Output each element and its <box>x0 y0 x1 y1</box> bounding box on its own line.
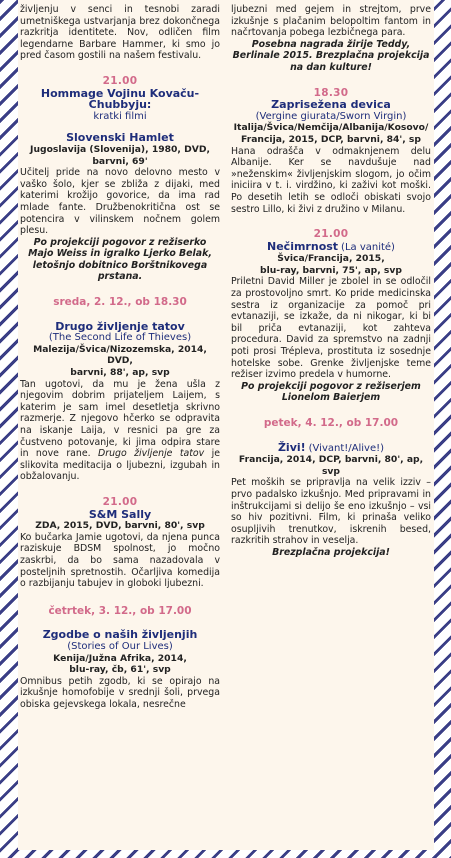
screening-time: 21.00 <box>102 74 138 87</box>
film-meta: Jugoslavija (Slovenija), 1980, DVD, <box>30 143 210 155</box>
film-original-title: (Stories of Our Lives) <box>67 640 173 652</box>
program-title: Hommage Vojinu Kovaču-Chubbyju: <box>40 86 200 112</box>
film-meta: barvni, 88', ap, svp <box>70 367 170 379</box>
day-heading: petek, 4. 12., ob 17.00 <box>263 417 399 429</box>
day-heading: sreda, 2. 12., ob 18.30 <box>53 296 187 309</box>
film-title: Slovenski Hamlet <box>66 131 174 145</box>
film-title: Zgodbe o naših življenjih <box>42 628 198 642</box>
film-meta: ZDA, 2015, DVD, barvni, 80', svp <box>35 520 205 532</box>
film-meta: barvni, 69' <box>92 155 148 167</box>
film-meta: Švica/Francija, 2015, <box>277 253 385 265</box>
film-description: Pet moških se pripravlja na velik izziv – prvo padalsko izkušnjo. Med pripravami in inštrukcijami si delijo še eno izkušnjo – vsi so hiv pozitivni. Film, ki prinaša veliko osupljivih trenutkov, iskrenih besed, razkritih strahov in veselja. <box>231 477 431 547</box>
screening-time: 21.00 <box>313 228 349 241</box>
film-description: Hana odrašča v odmaknjenem delu Albanije. Ker se navdušuje nad »neženskim« življenjskim slogom, jo očim iniciira v t. i. virdžino, ki zaživi kot moški. Po desetih letih se odloči obiskati svojo sestro Lillo, ki živi z družino v Milanu. <box>231 145 431 215</box>
film-meta: Malezija/Švica/Nizozemska, 2014, DVD, <box>33 343 207 367</box>
film-description: Ko bučarka Jamie ugotovi, da njena punca raziskuje BDSM spolnost, jo močno zaskrbi, da bo sama nazadovala v posteljnih spretnostih. Očarljiva komedija o razbijanju tabujev in globoki ljubezni. <box>20 531 220 590</box>
film-description-italic: Drugo življenje tatov <box>98 448 205 460</box>
screening-time: 21.00 <box>102 495 138 508</box>
film-title: Živi! <box>277 440 306 454</box>
film-original-title: (Vivant!/Alive!) <box>308 442 385 454</box>
intro-text: ljubezni med gejem in strejtom, prve izkušnje s plačanim belopoltim fantom in načrtovanja pobega lezbičnega para. <box>231 4 431 39</box>
film-note: Po projekciji pogovor z režiserjem Lionelom Baierjem <box>241 380 421 404</box>
film-meta: blu-ray, čb, 61', svp <box>69 664 171 676</box>
film-meta: Kenija/Južna Afrika, 2014, <box>53 652 187 664</box>
right-column <box>231 0 431 559</box>
film-meta: Francija, 2015, DCP, barvni, 84', sp <box>241 133 421 145</box>
film-title: S&M Sally <box>88 507 152 521</box>
program-subtitle: kratki filmi <box>93 110 147 122</box>
film-meta: Francija, 2014, DCP, barvni, 80', ap, svp <box>238 454 424 477</box>
film-original-title: (The Second Life of Thieves) <box>48 332 192 344</box>
day-heading: četrtek, 3. 12., ob 17.00 <box>48 604 192 617</box>
left-column <box>20 0 220 710</box>
film-description-text: je slikovita meditacija o ljubezni, izgubah in obžalovanju. <box>20 448 220 483</box>
intro-text: življenju v senci in tesnobi zaradi umetniškega ustvarjanja brez dokončnega razkritja identitete. Nov, odličen film legendarne Barbare Hammer, ki smo jo pred časom gostili na našem festivalu. <box>20 4 220 62</box>
film-meta: Italija/Švica/Nemčija/Albanija/Kosovo/ <box>233 122 429 134</box>
film-title: Zaprisežena devica <box>271 98 391 112</box>
film-description <box>20 379 220 483</box>
film-title: Nečimrnost <box>267 239 339 253</box>
film-description-text: Tan ugotovi, da mu je žena ušla z njegovim dobrim prijateljem Laijem, s katerim je sam imel desetletja skrivno razmerje. Z njegovo hčerko se odpravita na iskanje Laija, v resnici pa gre za čustveno potovanje, ki jima odpira stare in nove rane. <box>20 378 220 460</box>
award-note: Posebna nagrada žirije Teddy, Berlinale 2015. Brezplačna projekcija na dan kulture! <box>232 38 430 73</box>
film-description: Priletni David Miller je zbolel in se odločil za prostovoljno smrt. Ko pride medicinska sestra iz organizacije za pomoč pri evtanaziji, se izkaže, da ni nikogar, ki bi bil priča evtanaziji, kot zahteva procedura. David za spremstvo na zadnji poti prosi Trépleva, prostituta iz sosednje hotelske sobe. Grenke življenjske teme režiser izvimo predela v humorne. <box>231 276 431 381</box>
film-description: Učitelj pride na novo delovno mesto v vaško šolo, kjer se zbliža z dijaki, med katerimi krožijo govorice, da ima rad mlade fante. Družbenokritična ost se potencira v vilinskem nočnem golem plesu. <box>20 167 220 237</box>
film-meta: blu-ray, barvni, 75', ap, svp <box>260 264 402 276</box>
film-note: Brezplačna projekcija! <box>272 546 390 558</box>
screening-time: 18.30 <box>313 86 349 99</box>
film-original-title: (La vanité) <box>341 241 395 253</box>
program-page <box>18 0 434 850</box>
film-description: Omnibus petih zgodb, ki se opirajo na izkušnje homofobije v srednji šoli, prvega obiska gejevskega lokala, nesrečne <box>20 675 220 710</box>
film-note: Po projekciji pogovor z režiserko Majo Weiss in igralko Ljerko Belak, letošnjo dobitnico Borštnikovega prstana. <box>28 236 212 283</box>
film-original-title: (Vergine giurata/Sworn Virgin) <box>255 110 407 122</box>
film-title: Drugo življenje tatov <box>55 319 185 333</box>
film-title-line <box>231 241 431 254</box>
film-title-line <box>231 442 431 455</box>
